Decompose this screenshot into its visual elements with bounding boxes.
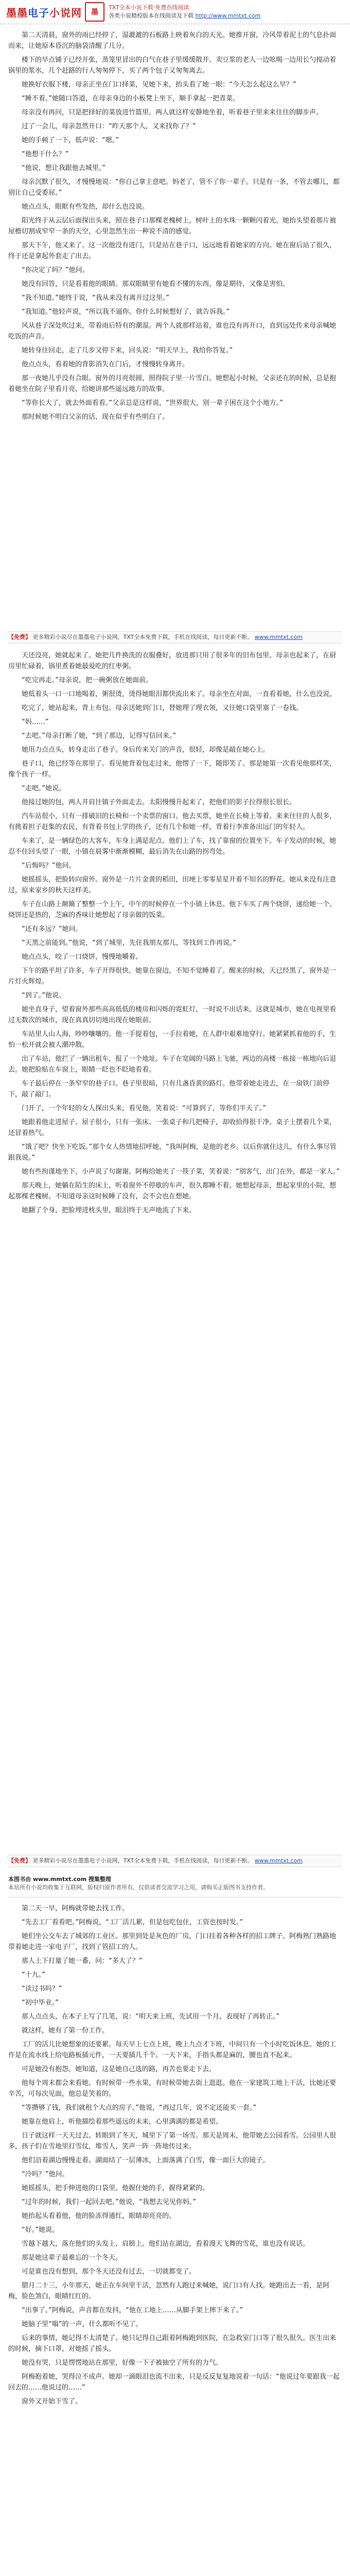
site-promo-text: 本站所有小说均收集于互联网，版权归原作者所有，仅供读者交流学习之用，请购买正版图书支持作者。 <box>8 1884 269 1891</box>
paragraph: “天黑之前能到。”他说，“到了城里，先住我朋友那儿，等找到工作再说。” <box>22 939 236 947</box>
paragraph: “冷吗？”他问。 <box>22 2171 69 2178</box>
paragraph: “读过书吗？” <box>22 1985 62 1993</box>
paragraph: 那是她这辈子最难忘的一个冬天。 <box>22 2254 122 2262</box>
notice-text: 更多精彩小说尽在墨墨电子小说网，TXT全本免费下载，手机在线阅读，每日更新不断。 <box>32 1857 253 1864</box>
paragraph: 工厂的活儿比她想象的还要累。每天早上七点上班，晚上九点才下班，中间只有一个小时吃饭休息。她的工作是在流水线上给电路板插元件，一天要插几千个。一天下来，手指头都是麻的，腰也直不起来。 <box>8 2041 337 2059</box>
tagline-sub: 各类小说精校版本在线阅读及下载 <box>109 12 194 19</box>
paragraph: 她转身往回走，走了几步又停下来，回头说：“明天早上，我给你答复。” <box>22 347 233 354</box>
paragraph: 她低着头一口一口地喝着，粥很烫，烫得她眼泪都快流出来了。母亲坐在对面，一直看着她，什么也没说。 <box>22 690 337 698</box>
notice-text: 更多精彩小说尽在墨墨电子小说网，TXT全本免费下载，手机在线阅读，每日更新不断。 <box>32 634 253 640</box>
paragraph: 可是谁也没有想到，那个冬天还没有过去，一切就都变了。 <box>22 2268 196 2276</box>
paragraph: 窗外又开始下雪了。 <box>22 2398 82 2405</box>
paragraph: “我知道。”他轻声说，“所以我不逼你。你什么时候想好了，就告诉我。” <box>22 308 230 316</box>
paragraph: 母亲没有再问，只是把择好的菜放进竹篮里。两人就这样安静地坐着，听着巷子里来来往往的脚步声。 <box>22 109 323 116</box>
paragraph: 楼下的早点铺子已经开张，蒸笼里冒出的白气在巷子里缓缓散开。卖豆浆的老人一边吆喝一边用长勺搅动着锅里的浆水，几个赶路的行人匆匆停下，买了两个包子又匆匆离去。 <box>8 56 337 75</box>
tagline-main: TXT全本小说下载·免费在线阅读 <box>109 4 189 11</box>
paragraph: 她摇摇头，把手伸进他的口袋里。他握住她的手，握得紧紧的。 <box>22 2184 209 2192</box>
paragraph: “去吧。”母亲打断了她，“到了那边，记得写信回来。” <box>22 732 176 740</box>
paragraph: 腊月二十三，小年那天，她正在车间里干活，忽然有人跑过来喊她，说门口有人找。她跑出去一看，是阿梅，脸色煞白，眼睛红红的。 <box>8 2282 330 2300</box>
site-promo <box>8 1875 342 1892</box>
site-header-banner <box>0 0 350 24</box>
paragraph: 风从巷子深处吹过来，带着雨后特有的潮湿。两个人就那样站着，谁也没有再开口，直到远处传来母亲喊她吃饭的声音。 <box>8 322 337 341</box>
logo-text: 墨 <box>91 8 98 16</box>
paragraph: 他每个周末都会来看她。有时候带一些水果，有时候带她去街上逛逛。他在一家建筑工地上干活，比她还要辛苦，可每次见面，他总是笑着的。 <box>8 2079 337 2098</box>
paragraph: 出了车站，他拦了一辆出租车，报了一个地址。车子在宽阔的马路上飞驰，两边的高楼一栋接一栋地向后退去。她把脸贴在车窗上，眼睛一眨也不眨地看着。 <box>8 1055 337 1074</box>
paragraph: 她有些拘谨地坐下，小声说了句谢谢。阿梅给她夹了一筷子菜，笑着说：“别客气，出门在外，都是一家人。” <box>22 1168 340 1176</box>
promo-notice-1 <box>8 631 342 643</box>
paragraph: 车来了，是一辆绿色的大客车，车身上满是泥点。他们上了车，找了靠窗的位置坐下。车子发动的时候，她忍不住回头望了一眼，小镇在晨雾中渐渐模糊，最后消失在山路的拐弯处。 <box>8 837 337 856</box>
paragraph: “妈……” <box>22 718 49 726</box>
paragraph: “后悔吗？”他问。 <box>22 862 76 870</box>
paragraph: 车站里人山人海，吵吵嚷嚷的。他一手提着包，一手拉着她，在人群中艰难地穿行。她紧紧抓着他的手，生怕一松开就会被人潮冲散。 <box>8 1030 337 1049</box>
paragraph: 第二天一早，阿梅就带她去找工作。 <box>22 1905 129 1912</box>
paragraph: 门开了，一个年轻的女人探出头来，看见他，笑着说：“可算到了，等你们半天了。” <box>22 1105 266 1112</box>
paragraph: 那天下午，他又来了。这一次他没有进门，只是站在巷子口，远远地看着她家的方向。她在窗后站了很久，终于还是拿起外套走了出去。 <box>8 242 337 260</box>
paragraph: “还有多远？”她问。 <box>22 925 82 933</box>
site-brand[interactable] <box>0 0 85 24</box>
paragraph: 阿梅抱着她，哭得泣不成声。她却一滴眼泪也流不出来，只是反反复复地说着一句话：“他说过年要跟我一起回去的……他说过的……” <box>8 2373 340 2392</box>
paragraph: 她点点头，咬了一口烧饼，慢慢地嚼着。 <box>22 953 143 961</box>
paragraph: 吃完了，她站起来，背上布包。母亲送她到门口，替她理了理衣领，又往她口袋里塞了一卷钱。 <box>22 704 303 712</box>
paragraph: 她用力点点头，转身走出了巷子。身后传来关门的声音，很轻，却像是敲在她心上。 <box>22 746 270 754</box>
paragraph: 她摇摇头，把脸转向窗外。窗外是一片片金黄的稻田，田埂上零零星星开着不知名的野花。她从来没有注意过，原来家乡的秋天这样美。 <box>8 876 337 894</box>
promo-notice-2 <box>8 1855 342 1867</box>
paragraph: 他接过她的包，两人并肩往镇子外面走去。太阳慢慢升起来了，把他们的影子拉得很长很长。 <box>22 799 296 806</box>
paragraph: “吃完再走。”母亲说，把一碗粥放在她面前。 <box>22 676 152 684</box>
paragraph: “我不知道。”她终于说，“我从来没有离开过这里。” <box>22 294 169 302</box>
paragraph: 阳光终于从云层后面探出头来，照在巷子口那棵老槐树上，树叶上的水珠一颗颗闪着光。她抬头望着那片被屋檐切割成窄窄一条的天空，心里忽然生出一种说不清的感觉。 <box>8 217 337 235</box>
paragraph: 车子在山路上颠簸了整整一个上午，中午的时候停在一个小镇上休息。他下车买了两个烧饼，递给她一个。烧饼还是热的，芝麻的香味让她想起了母亲做的饭菜。 <box>8 901 337 919</box>
site-url-link[interactable]: http://www.mmtxt.com <box>195 12 261 19</box>
notice-tag: 【免费】 <box>8 1857 31 1864</box>
notice-tag: 【免费】 <box>8 634 31 640</box>
paragraph: 巷子口，他已经等在那里了。看见她背着包走过来，他愣了一下，随即笑了。那是她第一次看见他那样笑，像个孩子一样。 <box>8 760 337 778</box>
paragraph: 她翻了个身，把脸埋进枕头里，眼泪终于无声地流了下来。 <box>22 1207 196 1214</box>
paragraph: “到了。”他说。 <box>22 992 65 999</box>
notice-link[interactable]: www.mmtxt.com <box>254 1857 303 1864</box>
chapter-3-body <box>8 1903 342 2410</box>
paragraph: “他说，想让我跟他去城里。” <box>22 164 106 172</box>
site-tagline <box>109 4 350 20</box>
paragraph: “等你长大了，就去外面看看。”父亲总是这样说，“世界很大，别一辈子困在这个小地方。” <box>22 399 283 407</box>
paragraph: “睡不着。”她随口答道，在母亲身边的小板凳上坐下，顺手拿起一把青菜。 <box>22 95 239 103</box>
paragraph: 就这样，她有了第一份工作。 <box>22 2027 109 2035</box>
paragraph: 母亲沉默了很久，才慢慢地说：“你自己拿主意吧。妈老了，管不了你一辈子。只是有一条，不管去哪儿，都别让自己受委屈。” <box>8 178 340 197</box>
paragraph: 她没有回答，只是看着他的眼睛。那双眼睛里有她看不懂的东西，像是期待，又像是害怕。 <box>22 280 290 288</box>
paragraph: 她抬起头看着他，他的脸冻得通红，眼睛却亮亮的。 <box>22 2212 176 2220</box>
paragraph: 那人上下打量了她一番，问：“多大了？” <box>22 1957 143 1965</box>
paragraph: “等攒够了钱，我们就租个大点的房子。”他说，“再过几年，说不定还能买一套。” <box>22 2104 256 2112</box>
brand-part-left: 墨墨 <box>6 6 28 19</box>
brand-part-mid: 电子 <box>28 6 49 19</box>
paragraph: 那天晚上，她躺在陌生的床上，听着窗外不停歇的车声，很久都睡不着。她想起母亲，想起家里的小院，想起那棵老槐树。不知道母亲这时候睡了没有，会不会也在想她。 <box>8 1182 337 1200</box>
paragraph: “饿了吧？快坐下吃饭。”那个女人热情地招呼她，“我叫阿梅，是他的老乡。以后你就住这儿，有什么事尽管跟我说。” <box>8 1143 337 1162</box>
paragraph: 车子最后停在一条窄窄的巷子口。巷子里很暗，只有几盏昏黄的路灯。他带着她走进去，在一扇铁门前停下，敲了敲门。 <box>8 1080 330 1098</box>
paragraph: 她跟着他走进屋子。屋子很小，只有一张床、一张桌子和几把椅子，却收拾得很干净。桌子上摆着几个菜，还冒着热气。 <box>8 1118 337 1137</box>
paragraph: 她换好衣服下楼，母亲正坐在门口择菜，见她下来，抬头看了她一眼：“今天怎么起这么早？” <box>22 81 296 89</box>
paragraph: 她点点头，眼眶有些发热，却什么也没说。 <box>22 203 149 211</box>
paragraph: 他们沿着湖边慢慢走着。湖面结了一层薄冰，上面落满了白雪，像一面巨大的镜子。 <box>22 2157 270 2164</box>
paragraph: 她坐直身子，望着窗外那些高高低低的楼房和闪烁的霓虹灯，一时说不出话来。这就是城市，她在电视里看过无数次的城市，现在真真切切地出现在她眼前。 <box>8 1006 337 1024</box>
paragraph: 过了一会儿，母亲忽然开口：“昨天那个人，又来找你了？” <box>22 123 196 130</box>
paragraph: 她脑子里“嗡”的一声，什么都听不见了。 <box>22 2320 143 2328</box>
paragraph: “先去工厂看看吧。”阿梅说，“工厂活儿累，但是包吃包住，工资也按时发。” <box>22 1919 243 1926</box>
paragraph: 那时候她不明白父亲的话，现在似乎有些明白了。 <box>22 413 169 421</box>
paragraph: 她们坐公交车去了城郊的工业区。那里到处是灰色的厂房，门口挂着各种各样的招工牌子。阿梅熟门熟路地带着她走进一家电子厂，找到了管招工的人。 <box>8 1933 337 1951</box>
paragraph: “走吧。”她说。 <box>22 785 65 792</box>
paragraph: 后来的事情，她记得不太清楚了。她只记得自己跟着阿梅跑到医院，在急救室门口等了很久很久。医生出来的时候，摘下口罩，对她摇了摇头。 <box>8 2334 337 2353</box>
paragraph: 天还没亮，她就起来了。她把几件换洗的衣服叠好，放进那只用了很多年的旧布包里。母亲也起来了，在厨房里忙碌着，锅里煮着她最爱吃的红枣粥。 <box>8 652 337 670</box>
paragraph: 他点点头，看着她的背影消失在门后，才慢慢转身离开。 <box>22 361 189 368</box>
paragraph: 可是她没有抱怨。她知道，这是她自己选的路，再苦也要走下去。 <box>22 2065 216 2073</box>
paragraph: “过年的时候，我们一起回去吧。”他说，“我想去见见你妈。” <box>22 2198 196 2206</box>
paragraph: “十九。” <box>22 1971 45 1979</box>
site-logo-icon <box>85 2 104 22</box>
brand-part-right: 小说网 <box>49 6 82 19</box>
site-promo-title: 本图书由 www.mmtxt.com 搜集整理 <box>8 1876 111 1883</box>
paragraph: “初中毕业。” <box>22 1999 59 2007</box>
paragraph: 她的手顿了一下，低声说：“嗯。” <box>22 137 119 144</box>
chapter-2-body <box>8 650 342 1219</box>
paragraph: 第二天清晨，窗外的雨已经停了，湿漉漉的石板路上映着灰白的天光。她推开窗，冷风带着泥土的气息扑面而来，让她原本昏沉的脑袋清醒了几分。 <box>8 31 337 50</box>
paragraph: “好。”她说。 <box>22 2226 59 2234</box>
paragraph: 日子就这样一天天过去。转眼到了冬天，城里下了第一场雪。那天是周末，他带她去公园看雪。公园里人很多，孩子们在雪地里打雪仗，堆雪人，笑声一阵一阵地传过来。 <box>8 2132 337 2150</box>
paragraph: 雪越下越大，落在他们的头发上、肩膀上。他们站在湖边，看着漫天飞舞的雪花，谁也没有说话。 <box>22 2240 310 2248</box>
paragraph: “他想干什么？” <box>22 150 69 158</box>
paragraph: 她靠在他肩上，听他描绘着那些遥远的未来，心里满满的都是希望。 <box>22 2118 223 2126</box>
paragraph: 下午的路平坦了许多，车子开得很快。她靠在窗边，不知不觉睡着了。醒来的时候，天已经黑了，窗外是一片灯火辉煌。 <box>8 967 337 986</box>
paragraph: 她没有哭，只是愣愣地站在那里，好像一下子被抽空了所有的力气。 <box>22 2359 223 2367</box>
notice-link[interactable]: www.mmtxt.com <box>254 634 303 640</box>
paragraph: “出事了。”阿梅说，声音都在发抖，“他在工地上……从脚手架上摔下来了。” <box>22 2307 243 2314</box>
paragraph: 那一夜她几乎没有合眼。窗外的月亮很圆，照得院子里一片雪白。她想起小时候，父亲还在的时候，总是抱着她坐在院子里看月亮，给她讲那些遥远地方的故事。 <box>8 375 337 393</box>
paragraph: “你决定了吗？”他问。 <box>22 266 89 274</box>
paragraph: 汽车站很小，只有一排破旧的长椅和一个卖票的窗口。他去买票，她坐在长椅上等着。来来往往的人很多，有挑着担子赶集的农民，有背着书包上学的孩子，还有几个和她一样，背着行李准备出远门的年轻人。 <box>8 812 337 831</box>
chapter-1-body <box>8 30 342 426</box>
paragraph: 那人点点头，在本子上写了几笔，说：“明天来上班，先试用一个月，表现好了再转正。” <box>22 2013 279 2021</box>
